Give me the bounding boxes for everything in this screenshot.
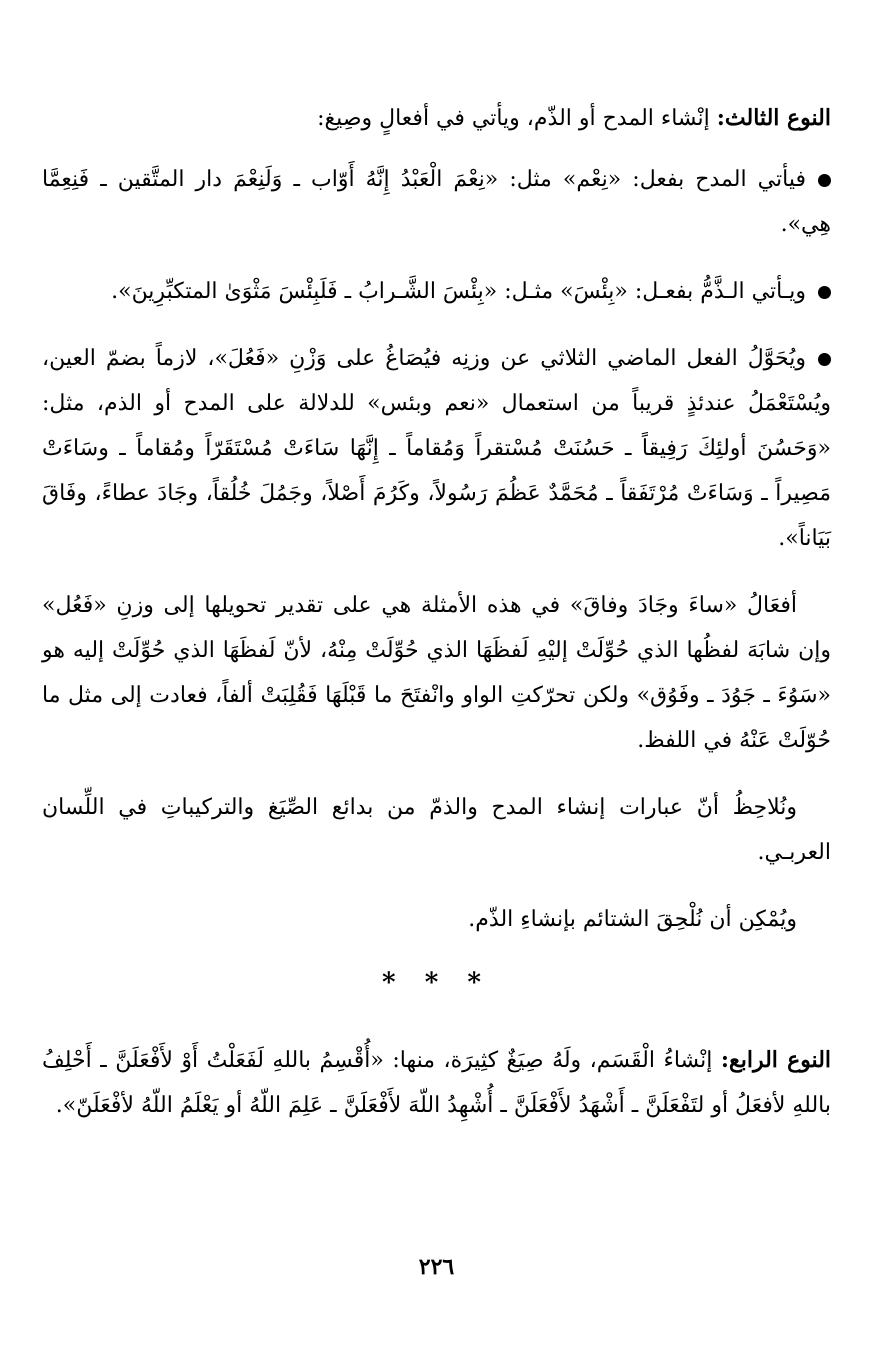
body-paragraph: ونُلاحِظُ أنّ عبارات إنشاء المدح والذمّ من بدائع الصِّيَغ والتركيباتِ في اللِّسان العربـي.: [42, 795, 831, 865]
body-paragraph: ويُمْكِن أن نُلْحِقَ الشتائم بإنشاءِ الذّم.: [468, 907, 797, 932]
bullet-text: فيأتي المدح بفعل: «نِعْم» مثل: «نِعْمَ الْعَبْدُ إِنَّهُ أَوّاب ـ وَلَنِعْمَ دار المتَّقين ـ فَنِعِمَّا هِي».: [42, 167, 831, 237]
bullet-icon: [818, 174, 831, 187]
page-number: ٢٢٦: [418, 1254, 455, 1280]
section-3-heading: النوع الثالث:: [716, 105, 831, 131]
section-3-text: إنْشاء المدح أو الذّم، ويأتي في أفعالٍ وصِيغ:: [317, 106, 710, 131]
section-separator: * * *: [382, 968, 491, 998]
section-3-paragraph: [42, 96, 831, 141]
bullet-text: ويـأتي الـذَّمُّ بفعـل: «بِئْسَ» مثـل: «بِئْسَ الشَّـرابُ ـ فَلَبِئْسَ مَثْوَىٰ المتكبِّرِينَ».: [111, 279, 806, 304]
section-4-heading: النوع الرابع:: [720, 1047, 832, 1073]
section-4-text: إنْشاءُ الْقَسَم، ولَهُ صِيَغٌ كثِيرَة، منها: «أُقْسِمُ باللهِ لَفَعَلْتُ أَوْ لأَفْعَلَنَّ ـ أَحْلِفُ باللهِ لأفعَلُ أو لتَفْعَلَنَّ ـ أَشْهَدُ لأَفْعَلَنَّ ـ أُشْهِدُ اللّهَ لأَفْعَلَنَّ ـ عَلِمَ اللّهُ أو يَعْلَمُ اللّهُ لأفْعَلَنّ».: [42, 1048, 831, 1118]
bullet-icon: [818, 353, 831, 366]
bullet-text: ويُحَوَّلُ الفعل الماضي الثلاثي عن وزنِه فيُصَاغُ على وَزْنِ «فَعُلَ»، لازماً بضمّ العين، ويُسْتَعْمَلُ عندئذٍ قريباً من استعمال «نعم وبئس» للدلالة على المدح أو الذم، مثل: «وَحَسُنَ أولئِكَ رَفِيقاً ـ حَسُنَتْ مُسْتقراً وَمُقاماً ـ إِنَّهَا سَاءَتْ مُسْتَقَرّاً ومُقاماً ـ وسَاءَتْ مَصِيراً ـ وَسَاءَتْ مُرْتَفَقاً ـ مُحَمَّدٌ عَظُمَ رَسُولاً، وكَرُمَ أَصْلاً، وجَمُلَ خُلُقاً، وجَادَ عطاءً، وفَاقَ بَيَاناً».: [42, 346, 831, 551]
body-paragraph: أفعَالُ «ساءَ وجَادَ وفاقَ» في هذه الأمثلة هي على تقدير تحويلها إلى وزنِ «فَعُل» وإن شابَهَ لفظُها الذي حُوِّلَتْ إليْهِ لَفظَهَا الذي حُوِّلَتْ مِنْهُ، لأنّ لَفظَهَا الذي حُوِّلَتْ إليه هو «سَوُءَ ـ جَوُدَ ـ وفَوُق» ولكن تحرّكتِ الواو وانْفتَحَ ما قَبْلَهَا فَقُلِبَتْ ألفاً، فعادت إلى مثل ما حُوّلَتْ عَنْهُ في اللفظ.: [42, 593, 831, 753]
section-4-paragraph: [42, 1038, 831, 1128]
bullet-item: [42, 336, 831, 561]
bullet-item: [42, 269, 831, 314]
bullet-icon: [818, 286, 831, 299]
bullet-item: [42, 157, 831, 247]
